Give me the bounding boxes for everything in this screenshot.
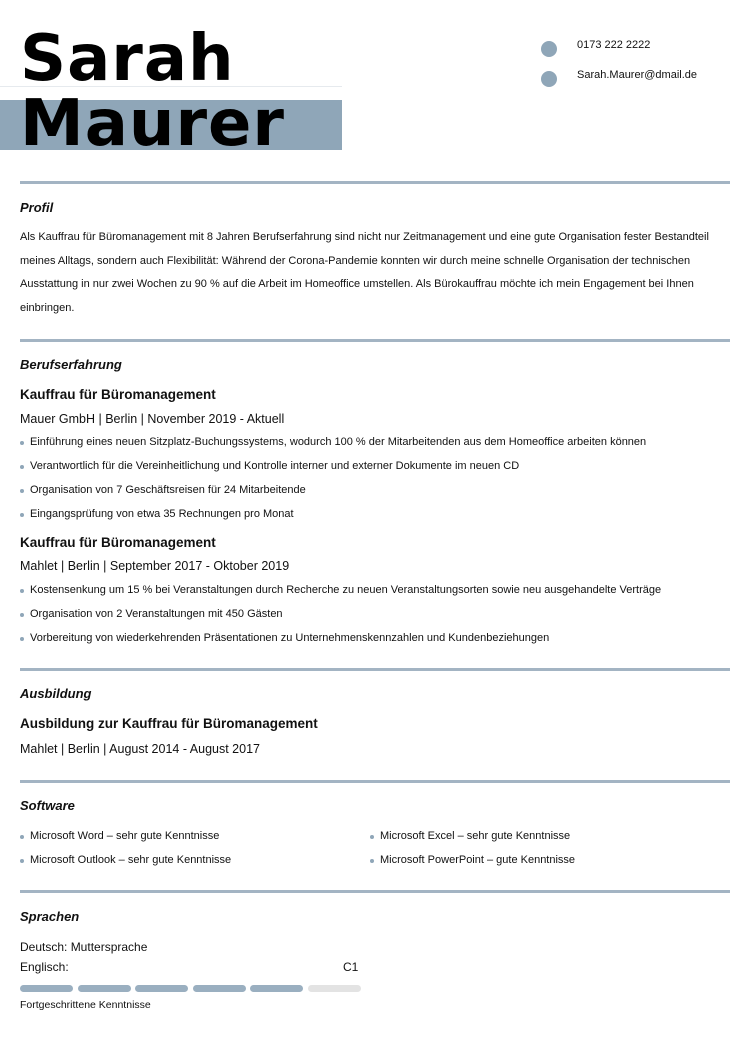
section-divider (20, 668, 730, 671)
section-divider (20, 181, 730, 184)
job-bullet: Organisation von 2 Veranstaltungen mit 450 Gästen (20, 608, 283, 620)
section-divider (20, 890, 730, 893)
language-english-label: Englisch: (20, 960, 69, 974)
job-bullet: Eingangsprüfung von etwa 35 Rechnungen pro Monat (20, 508, 294, 520)
education-degree: Ausbildung zur Kauffrau für Büromanagement (20, 716, 318, 731)
job-bullet: Verantwortlich für die Vereinheitlichung und Kontrolle interner und externer Dokumente im neuen CD (20, 460, 519, 472)
education-title: Ausbildung (20, 686, 92, 701)
job-bullet: Organisation von 7 Geschäftsreisen für 24 Mitarbeitende (20, 484, 306, 496)
skill-segment-filled (78, 985, 131, 992)
job-bullet: Kostensenkung um 15 % bei Veranstaltungen durch Recherche zu neuen Veranstaltungsorten sowie neu ausgehandelte Verträge (20, 584, 661, 596)
phone-icon (541, 41, 557, 57)
email-icon (541, 71, 557, 87)
skill-segment-filled (193, 985, 246, 992)
software-item: Microsoft Excel – sehr gute Kenntnisse (370, 830, 570, 842)
languages-title: Sprachen (20, 909, 80, 924)
skill-segment-filled (250, 985, 303, 992)
language-english-level: C1 (343, 960, 359, 974)
job-bullet: Einführung eines neuen Sitzplatz-Buchungssystems, wodurch 100 % der Mitarbeitenden aus dem Homeoffice arbeiten können (20, 436, 646, 448)
profile-title: Profil (20, 200, 54, 215)
job-role: Kauffrau für Büromanagement (20, 387, 216, 402)
software-item: Microsoft Word – sehr gute Kenntnisse (20, 830, 219, 842)
profile-text: Als Kauffrau für Büromanagement mit 8 Jahren Berufserfahrung sind nicht nur Zeitmanagement und eine gute Organisation fester Bestandteil meines Alltags, sondern auch Flexibilität: Während der Corona-Pandemie konnten wir durch meine schnelle Organisation der technischen Ausstattung in nur zwei Wochen zu 90 % auf die Arbeit im Homeoffice umstellen. Als Bürokauffrau möchte ich mein Engagement bei Ihnen einbringen. (20, 231, 709, 314)
experience-title: Berufserfahrung (20, 357, 122, 372)
education-meta: Mahlet | Berlin | August 2014 - August 2017 (20, 742, 260, 756)
section-divider (20, 780, 730, 783)
first-name: Sarah (20, 22, 235, 96)
job-meta: Mauer GmbH | Berlin | November 2019 - Aktuell (20, 412, 285, 426)
software-title: Software (20, 798, 75, 813)
skill-segment-filled (20, 985, 73, 992)
language-skill-bar (20, 985, 356, 992)
job-role: Kauffrau für Büromanagement (20, 535, 216, 550)
section-divider (20, 339, 730, 342)
last-name: Maurer (20, 87, 285, 161)
language-native: Deutsch: Muttersprache (20, 940, 148, 954)
skill-segment-filled (135, 985, 188, 992)
email-text: Sarah.Maurer@dmail.de (577, 69, 697, 81)
phone-text: 0173 222 2222 (577, 39, 651, 51)
job-meta: Mahlet | Berlin | September 2017 - Oktober 2019 (20, 559, 290, 573)
software-item: Microsoft PowerPoint – gute Kenntnisse (370, 854, 575, 866)
skill-segment-empty (308, 985, 361, 992)
software-item: Microsoft Outlook – sehr gute Kenntnisse (20, 854, 231, 866)
job-bullet: Vorbereitung von wiederkehrenden Präsentationen zu Unternehmenskennzahlen und Kundenbeziehungen (20, 632, 549, 644)
language-english-note: Fortgeschrittene Kenntnisse (20, 999, 151, 1011)
name-header (0, 0, 345, 161)
